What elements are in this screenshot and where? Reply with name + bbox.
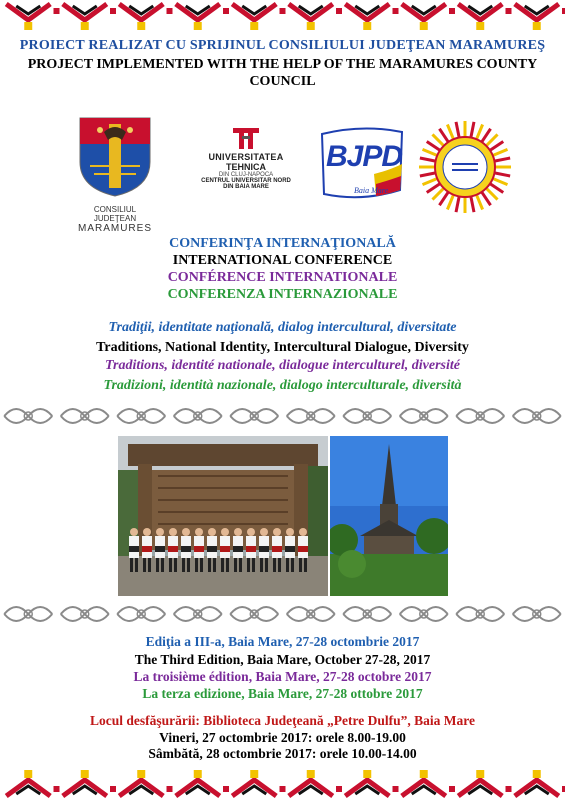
conference-title-en: INTERNATIONAL CONFERENCE bbox=[172, 253, 393, 268]
council-crest-icon bbox=[76, 114, 154, 198]
upper-ornament-row bbox=[0, 398, 565, 434]
university-line4: CENTRUL UNIVERSITAR NORD bbox=[201, 178, 291, 184]
council-logo bbox=[76, 114, 154, 234]
embroidery-motif bbox=[345, 4, 398, 30]
sun-seal-logo bbox=[418, 120, 512, 214]
bottom-folk-border bbox=[0, 764, 565, 800]
swirl-ornament bbox=[513, 409, 561, 423]
university-line1: UNIVERSITATEA bbox=[208, 152, 284, 162]
embroidery-motif bbox=[515, 770, 565, 796]
swirl-ornament bbox=[230, 607, 278, 621]
embroidery-motif bbox=[458, 4, 511, 30]
swirl-ornament bbox=[287, 607, 335, 621]
swirl-ornament bbox=[117, 607, 165, 621]
council-name-line1: CONSILIUL JUDEŢEAN bbox=[93, 205, 137, 223]
conference-title-it: CONFERENZA INTERNAZIONALE bbox=[167, 287, 398, 302]
swirl-ornament bbox=[343, 607, 391, 621]
edition-fr: La troisième édition, Baia Mare, 27-28 octobre 2017 bbox=[133, 669, 432, 684]
library-mark: BJPD bbox=[326, 140, 403, 173]
venue-day2: Sâmbătă, 28 octombrie 2017: orele 10.00-14.00 bbox=[148, 746, 417, 761]
theme-ro: Tradiţii, identitate naţională, dialog intercultural, diversitate bbox=[108, 320, 457, 335]
swirl-ornament bbox=[4, 409, 52, 423]
embroidery-motif bbox=[176, 4, 229, 30]
swirl-ornament bbox=[400, 409, 448, 423]
sponsor-line-en: PROJECT IMPLEMENTED WITH THE HELP OF THE MARAMURES COUNTY COUNCIL bbox=[27, 57, 538, 89]
swirl-ornament bbox=[513, 607, 561, 621]
conference-title-fr: CONFÉRENCE INTERNATIONALE bbox=[167, 270, 398, 285]
embroidery-motif bbox=[176, 770, 229, 796]
edition-en: The Third Edition, Baia Mare, October 27-28, 2017 bbox=[134, 652, 431, 667]
embroidery-motif bbox=[63, 770, 116, 796]
embroidery-motif bbox=[289, 4, 342, 30]
embroidery-motif bbox=[458, 770, 511, 796]
embroidery-motif bbox=[232, 770, 285, 796]
university-line5: DIN BAIA MARE bbox=[223, 184, 269, 190]
swirl-ornament bbox=[230, 409, 278, 423]
sponsor-line-ro: PROIECT REALIZAT CU SPRIJINUL CONSILIULUI JUDEŢEAN MARAMUREŞ bbox=[19, 38, 546, 53]
swirl-ornament bbox=[61, 409, 109, 423]
theme-en: Traditions, National Identity, Intercultural Dialogue, Diversity bbox=[96, 340, 469, 355]
embroidery-motif bbox=[402, 4, 455, 30]
logos-row bbox=[0, 108, 565, 234]
embroidery-motif bbox=[63, 4, 116, 30]
embroidery-motif bbox=[345, 770, 398, 796]
swirl-ornament bbox=[287, 409, 335, 423]
conference-title-ro: CONFERINŢA INTERNAŢIONALĂ bbox=[169, 236, 396, 251]
swirl-ornament bbox=[343, 409, 391, 423]
embroidery-motif bbox=[232, 4, 285, 30]
university-line2: TEHNICA bbox=[226, 162, 266, 172]
library-logo bbox=[314, 124, 410, 210]
theme-it: Tradizioni, identità nazionale, dialogo interculturale, diversità bbox=[103, 378, 462, 393]
venue-day1: Vineri, 27 octombrie 2017: orele 8.00-19.00 bbox=[159, 730, 406, 745]
theme-fr: Traditions, identité nationale, dialogue interculturel, diversité bbox=[105, 358, 460, 373]
swirl-ornament bbox=[174, 607, 222, 621]
swirl-ornament bbox=[61, 607, 109, 621]
sun-seal-icon bbox=[418, 120, 512, 214]
lower-ornament-row bbox=[0, 596, 565, 632]
embroidery-motif bbox=[289, 770, 342, 796]
library-sub: Baia Mare bbox=[354, 186, 389, 195]
tuc-logo-icon bbox=[231, 126, 261, 152]
edition-ro: Ediţia a III-a, Baia Mare, 27-28 octombrie 2017 bbox=[145, 634, 420, 649]
embroidery-motif bbox=[6, 770, 59, 796]
university-line3: DIN CLUJ-NAPOCA bbox=[218, 172, 274, 178]
university-logo bbox=[196, 126, 296, 216]
embroidery-motif bbox=[402, 770, 455, 796]
embroidery-motif bbox=[515, 4, 565, 30]
swirl-ornament bbox=[4, 607, 52, 621]
embroidery-motif bbox=[119, 4, 172, 30]
embroidery-motif bbox=[6, 4, 59, 30]
venue-place: Locul desfăşurării: Biblioteca Judeţeană „Petre Dulfu”, Baia Mare bbox=[90, 713, 475, 728]
top-folk-border bbox=[0, 0, 565, 36]
embroidery-motif bbox=[119, 770, 172, 796]
council-name-line2: MARAMURES bbox=[77, 223, 152, 234]
swirl-ornament bbox=[174, 409, 222, 423]
swirl-ornament bbox=[117, 409, 165, 423]
photo-gate-children bbox=[118, 436, 328, 596]
swirl-ornament bbox=[400, 607, 448, 621]
swirl-ornament bbox=[456, 607, 504, 621]
photo-wooden-church bbox=[330, 436, 448, 596]
edition-it: La terza edizione, Baia Mare, 27-28 ottobre 2017 bbox=[142, 686, 423, 701]
swirl-ornament bbox=[456, 409, 504, 423]
